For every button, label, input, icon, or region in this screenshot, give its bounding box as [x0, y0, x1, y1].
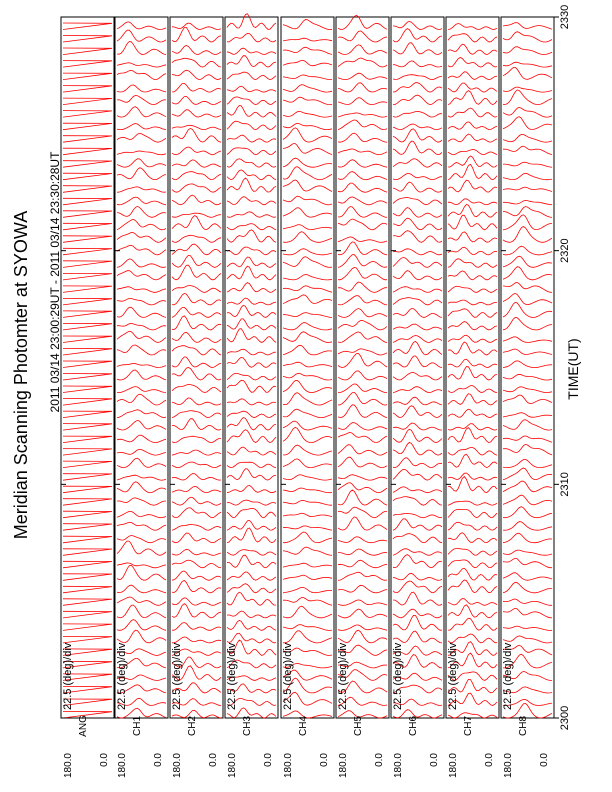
panel-channel-label: CH2 — [187, 715, 198, 737]
time-tick-label: 2320 — [559, 238, 571, 263]
panel-scale-label: 22.5 (deg)/div — [502, 642, 514, 710]
panel-scale-label: 22.5 (deg)/div — [62, 642, 74, 710]
panel-ytick-min: 0.0 — [153, 753, 164, 767]
panel-ytick-min: 0.0 — [374, 753, 385, 767]
panel-channel-label: CH1 — [132, 715, 143, 737]
panel-ytick-min: 0.0 — [484, 753, 495, 767]
panel-scale-label: 22.5 (deg)/div — [392, 642, 404, 710]
panel-scale-label: 22.5 (deg)/div — [337, 642, 349, 710]
panel-ytick-min: 0.0 — [99, 753, 110, 767]
panel-channel-label: CH3 — [242, 715, 253, 737]
panel-scale-label: 22.5 (deg)/div — [447, 642, 459, 710]
figure-title: Meridian Scanning Photomter at SYOWA — [11, 210, 31, 540]
panel-scale-label: 22.5 (deg)/div — [226, 642, 238, 710]
panel-channel-label: CH5 — [353, 715, 364, 737]
panel-ytick-max: 180.0 — [338, 753, 349, 779]
panel-scale-label: 22.5 (deg)/div — [116, 642, 128, 710]
panel-ytick-min: 0.0 — [539, 753, 550, 767]
panel-ytick-max: 180.0 — [63, 753, 74, 779]
x-axis-label: TIME(UT) — [565, 338, 581, 400]
panel-ytick-max: 180.0 — [117, 753, 128, 779]
panel-scale-label: 22.5 (deg)/div — [171, 642, 183, 710]
panel-scale-label: 22.5 (deg)/div — [282, 642, 294, 710]
time-tick-label: 2330 — [559, 4, 571, 30]
time-tick-label: 2310 — [559, 472, 571, 497]
panel-channel-label: CH8 — [518, 715, 529, 737]
panel-ytick-max: 180.0 — [227, 753, 238, 779]
panel-ytick-min: 0.0 — [263, 753, 274, 767]
panel-ytick-max: 180.0 — [283, 753, 294, 779]
panel-ytick-max: 180.0 — [172, 753, 183, 779]
panel-ytick-min: 0.0 — [208, 753, 219, 767]
time-tick-label: 2300 — [559, 705, 571, 731]
panel-channel-label: CH6 — [408, 715, 419, 737]
panel-ytick-min: 0.0 — [319, 753, 330, 767]
panel-channel-label: CH7 — [463, 715, 474, 737]
panel-ytick-max: 180.0 — [448, 753, 459, 779]
panel-channel-label: ANG — [78, 715, 89, 737]
time-range-label: 2011 03/14 23:00:29UT - 2011 03/14 23:30:28UT — [48, 151, 62, 413]
panel-channel-label: CH4 — [298, 715, 309, 737]
panel-ytick-min: 0.0 — [429, 753, 440, 767]
panel-ytick-max: 180.0 — [393, 753, 404, 779]
panel-ytick-max: 180.0 — [503, 753, 514, 779]
